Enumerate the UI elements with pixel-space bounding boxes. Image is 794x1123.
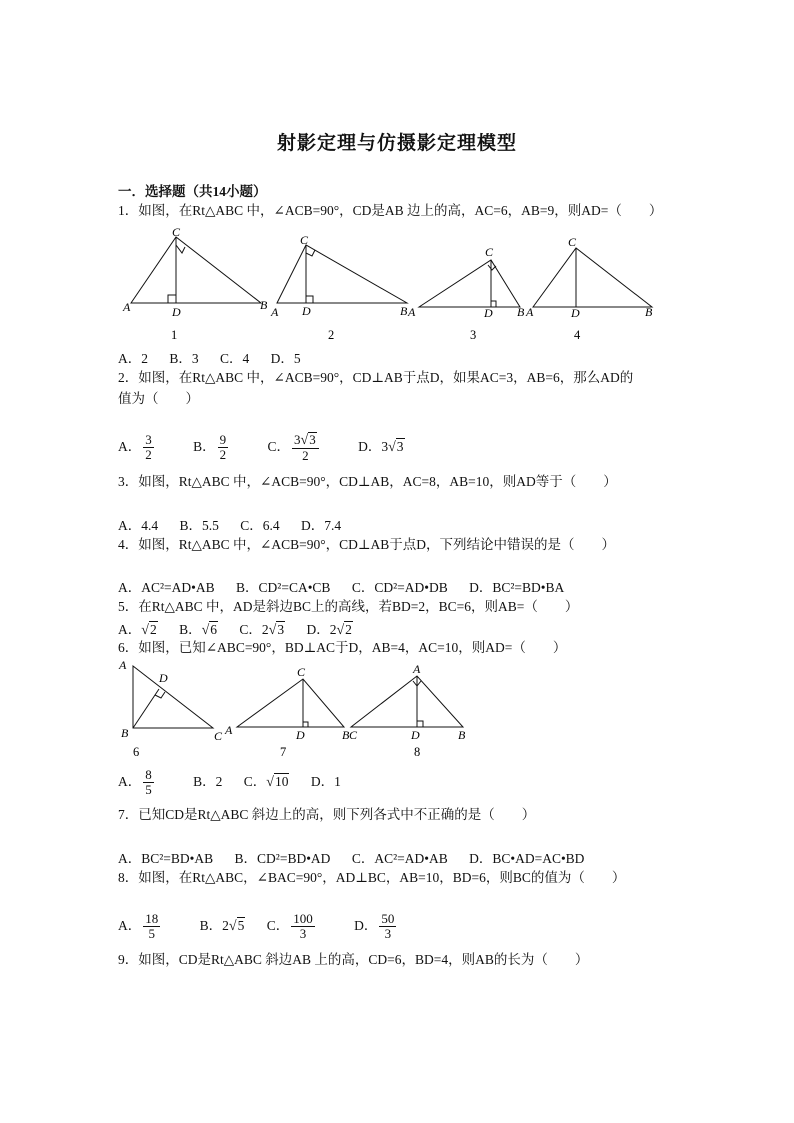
question-1-stem: 1．如图，在Rt△ABC 中，∠ACB=90°，CD是AB 边上的高，AC=6，AB=9，则AD=（ ）: [118, 203, 663, 218]
question-4-options: [118, 576, 582, 596]
q1-option-c: C．4: [220, 351, 250, 366]
q4-option-b: B．CD²=CA•CB: [236, 580, 331, 595]
label-d-1: D: [172, 305, 181, 319]
q8-option-d: D． $\frac{50}{3}$: [354, 911, 395, 941]
label-b-2: B: [400, 304, 408, 318]
question-7-stem: 7．已知CD是Rt△ABC 斜边上的高，则下列各式中不正确的是（ ）: [118, 807, 536, 822]
label-c-4: C: [568, 235, 577, 249]
q1-option-a: A．2: [118, 351, 148, 366]
right-angle-mark-d-7: [303, 722, 308, 727]
q2-option-d: D．3√3: [358, 438, 404, 455]
label-d-3: D: [484, 306, 493, 320]
figure-number-4: 4: [574, 328, 581, 342]
right-angle-mark-d-2: [306, 296, 313, 303]
question-3-stem: 3．如图，Rt△ABC 中，∠ACB=90°，CD⊥AB，AC=8，AB=10，则AD等于（ ）: [118, 474, 617, 489]
q6-option-c: C．√10: [243, 773, 289, 790]
label-c-2: C: [300, 233, 309, 247]
q1-option-d: D．5: [270, 351, 301, 366]
label-c-6: C: [214, 729, 223, 743]
question-9-stem: 9．如图，CD是Rt△ABC 斜边AB 上的高，CD=6，BD=4，则AB的长为（ ）: [118, 952, 589, 967]
triangle-abc-3: [419, 260, 520, 307]
question-2-stem-line-2: 值为（ ）: [118, 391, 199, 406]
label-c-8: C: [349, 728, 358, 742]
q5-option-d: D．2√2: [306, 622, 352, 638]
question-3-options: [118, 514, 359, 534]
question-6-options: [118, 768, 359, 797]
question-1-options: [118, 347, 319, 367]
label-a-2: A: [271, 305, 279, 319]
right-angle-mark-c-2: [306, 250, 315, 256]
label-c-3: C: [485, 245, 494, 259]
q3-option-a: A．4.4: [118, 518, 159, 533]
label-a-8: A: [413, 662, 421, 676]
question-8-stem: 8．如图，在Rt△ABC，∠BAC=90°，AD⊥BC，AB=10，BD=6，则BC的值为（ ）: [118, 870, 626, 885]
figure-2: [277, 245, 407, 303]
figure-number-1: 1: [171, 328, 178, 342]
q7-option-d: D．BC•AD=AC•BD: [469, 851, 585, 866]
label-b-8: B: [458, 728, 466, 742]
right-angle-mark-d-8: [417, 721, 423, 727]
q1-option-b: B．3: [169, 351, 199, 366]
figure-3: [419, 260, 520, 307]
label-a-4: A: [526, 305, 534, 319]
triangle-abc-2: [277, 245, 407, 303]
triangle-abc-1: [131, 237, 261, 303]
figure-number-7: 7: [280, 745, 287, 759]
label-b-6: B: [121, 726, 129, 740]
question-6-figures: [115, 658, 475, 763]
q6-option-b: B．2: [193, 773, 223, 789]
q8-option-a: A． $\frac{18}{5}$: [118, 911, 159, 941]
triangle-abc-8: [351, 676, 463, 727]
label-b-1: B: [260, 298, 268, 312]
figure-1: [131, 237, 261, 303]
right-angle-mark-d-1: [168, 295, 176, 303]
q2-option-b: B． $\frac{9}{2}$: [193, 432, 227, 462]
q5-option-b: B．√6: [179, 622, 218, 638]
label-b-3: B: [517, 305, 525, 319]
q5-option-a: A．√2: [118, 622, 157, 638]
question-2-stem-line-1: 2．如图，在Rt△ABC 中，∠ACB=90°，CD⊥AB于点D，如果AC=3，AB=6，那么AD的: [118, 370, 634, 385]
figure-number-8: 8: [414, 745, 421, 759]
question-6-stem: 6．如图，已知∠ABC=90°，BD⊥AC于D，AB=4，AC=10，则AD=（ ）: [118, 640, 567, 655]
q2-option-c: C． $\frac{3√3}{2}$: [268, 439, 337, 454]
q5-option-c: C．2√3: [239, 622, 285, 638]
figure-4: [533, 248, 652, 307]
q3-option-b: B．5.5: [179, 518, 219, 533]
label-a-3: A: [408, 305, 416, 319]
page-title: 射影定理与仿摄影定理模型: [276, 133, 517, 154]
question-2-options: [118, 432, 423, 463]
q7-option-c: C．AC²=AD•AB: [351, 851, 448, 866]
question-5-stem: 5．在Rt△ABC 中，AD是斜边BC上的高线，若BD=2，BC=6，则AB=（ ）: [118, 599, 579, 614]
q6-option-d: D．1: [310, 773, 341, 789]
figure-number-3: 3: [470, 328, 477, 342]
question-4-stem: 4．如图，Rt△ABC 中，∠ACB=90°，CD⊥AB于点D，下列结论中错误的是（ ）: [118, 537, 616, 552]
q3-option-c: C．6.4: [240, 518, 280, 533]
question-5-options: [118, 618, 371, 639]
label-a-7: A: [225, 723, 233, 737]
q8-option-b: B．2√5: [199, 917, 245, 934]
right-angle-mark-c-1: [176, 245, 185, 253]
q6-option-a: A． $\frac{8}{5}$: [118, 767, 152, 797]
label-a-1: A: [123, 300, 131, 314]
q2-option-a: A． $\frac{3}{2}$: [118, 432, 152, 462]
q4-option-a: A．AC²=AD•AB: [118, 580, 215, 595]
label-c-7: C: [297, 665, 306, 679]
label-d-4: D: [571, 306, 580, 320]
label-d-8: D: [411, 728, 420, 742]
q7-option-b: B．CD²=BD•AD: [234, 851, 331, 866]
figure-number-6: 6: [133, 745, 140, 759]
figure-number-2: 2: [328, 328, 335, 342]
label-d-2: D: [302, 304, 311, 318]
q8-option-c: C． $\frac{100}{3}$: [266, 911, 313, 941]
q4-option-c: C．CD²=AD•DB: [351, 580, 448, 595]
question-8-options: [118, 912, 432, 941]
q3-option-d: D．7.4: [301, 518, 342, 533]
label-b-4: B: [645, 305, 653, 319]
label-b-7: B: [342, 728, 350, 742]
triangle-abc-6: [133, 666, 213, 728]
q7-option-a: A．BC²=BD•AB: [118, 851, 214, 866]
label-d-7: D: [296, 728, 305, 742]
figure-6: [133, 666, 213, 728]
question-1-figures: [115, 225, 675, 345]
label-d-6: D: [159, 671, 168, 685]
triangle-abc-7: [237, 679, 344, 727]
section-heading: 一．选择题（共14小题）: [118, 184, 267, 199]
q4-option-d: D．BC²=BD•BA: [469, 580, 565, 595]
label-c-1: C: [172, 225, 181, 239]
question-7-options: [118, 847, 602, 867]
label-a-6: A: [119, 658, 127, 672]
figure-7: [237, 679, 344, 727]
triangle-abc-4: [533, 248, 652, 307]
figure-8: [351, 676, 463, 727]
